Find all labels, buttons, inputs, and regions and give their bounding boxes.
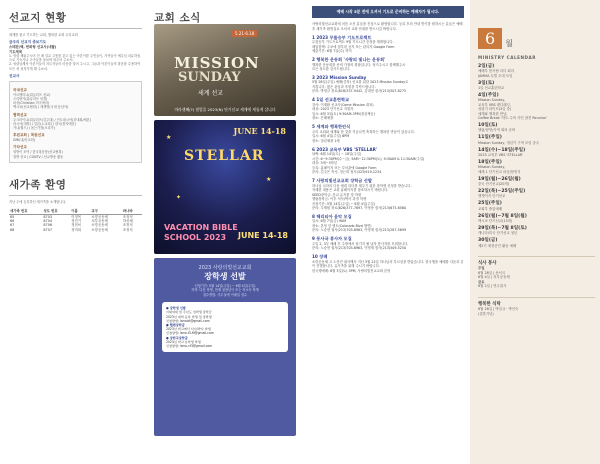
scholarship-line: ● 장학생 선발 [166,306,186,311]
news-item-line: SEED장학금: 본교 유지를 및 학원 [312,192,362,197]
column-header: 이름 [70,208,90,215]
news-item-line: 날짜: 6월 14일(수) ~ 18일(주일) [312,152,362,157]
news-item-line: 시간: 6~9:30PM(수~금), 9AM~12:30PM(토), 9:30AM & 11:30AM(주일) [312,156,425,161]
scholarship-poster [154,258,296,436]
table-cell: 하선혜 [122,219,133,224]
news-item-title: 9 동사국 봉사자 모집 [312,236,352,242]
calendar-event: 예배부 봉사팀 리더 회의 [478,69,514,74]
calendar-event: 제2기 재정증인 활동 예배 [478,243,517,248]
news-item-line: 모든 성도를 감사드립니다. [312,67,351,71]
happy-table-line: 6월 28일 | 박일규 · 박인숙 [478,306,519,311]
scholarship-line: 신청방법: lsmc.cf3@gmail.com [166,344,213,349]
calendar-event: Mission Sunday, [478,98,506,103]
calendar-day: 11일(주일) [478,135,502,141]
mission-sunday-poster [154,24,296,116]
news-item-line: 지킵니다. 많은 관심과 후원을 부탁드립니다. [312,84,376,89]
mission-group-line: 열방이 모여 / 한국복음통(선교협회) [13,150,63,155]
calendar-list [478,64,595,248]
poster-date: 5.21-6.18 [232,30,257,37]
news-item-line: 문의: 김주은 목사, 정근화 집사(323)919-1234 [312,170,382,175]
poster-subtitle: 세계 선교 [198,90,224,97]
table-cell: 68 [10,227,15,232]
service-line: 6월 4일 | 서부공동체 [478,275,510,280]
mission-group-line: 멕시코(선교협회) / 새생명(국내 동남아) [13,105,69,110]
scholarship-line: 2023년 학교에서 석사/박사 학생 [166,327,211,332]
news-item-line: 우리 교회와 세계와 한 것을 거듭나면 축복하는 행복한 만남이 있습니다. [312,129,415,134]
service-label: 금요 [478,279,485,284]
calendar-title: MINISTRY CALENDAR [478,55,536,60]
mission-group-line: 러시아(대학) / 일본(노교회) / 한국(봄자예문) [13,121,76,126]
news-item-title: 6 2023 교육부 VBS 'STELLAR' [312,146,378,152]
news-item-line: 하나님 나라의 다음 세대 리더를 세우기 위한 장학생 신청을 받습니다. [312,183,412,188]
scholarship-line: ● 장한국장학금 [166,335,188,340]
scholarship-org: 2023 사랑의빛선교교회 [198,265,252,271]
vbs-line-2: SCHOOL 2023 [164,233,227,242]
news-item-line: 문의: 박영규 장로(818)337-9442, 김대현 집사(213)507-8275 [312,89,407,94]
news-item-line: 무릎승부 기도프로젝트 9월 기도시간 증정을 계획합니다. [312,40,394,45]
vbs-date-bottom: JUNE 14-18 [237,231,288,240]
calendar-event: 엘림/봉헌/사역 회의 준비 [478,128,516,133]
calendar-event: Mission Sunday, 정년기 구역 모임 중주 [478,140,540,145]
table-cell: 65 [10,215,15,220]
church-news-body [302,0,470,464]
poster-caption: 마라셋째(?) 협업을 2023(N) 단기선교 세계에 새롭게 삽니다 [174,107,276,112]
church-news-images [148,0,302,464]
scholarship-title: 장학생 선발 [204,272,246,281]
calendar-event: JAMMA 특별 초대 모임 [478,73,513,78]
scholarship-line: 2023년 대학 등록 학생 및 장학생 [166,314,212,319]
table-cell: 서부공동체 [91,219,108,224]
calendar-event: 엔게이지 단기선교 [478,194,506,199]
prayer-item: 1. 성령 채워주시어 전 매 설교 고통를 갖고 있는 아론이를 주민들이, 가족들이 예수님 치유하심으로 기숙사나 고아들을 돌보며 따주어 주소서. [9,54,141,63]
calendar-day: 10일(토) [478,122,498,128]
new-family-title: 새가족 환영 [9,178,67,191]
table-cell: 8703 [43,215,53,220]
news-list [312,35,464,274]
month-header [478,28,595,49]
calendar-event: 세례 1 단기선교 파송/봉헌식 [478,169,521,174]
mission-group-line: 아르헨티나(위클리프 선교) [13,92,51,97]
news-item-line: 엘림장학금: 이후 석사/박사 과정 학생 [312,197,367,202]
mission-group-header: 국내선교 [13,87,27,92]
missionary-list [9,81,142,163]
news-item-line: 소망공동체 고 노종진 권사께서 지난 5월 22일 하나님의 부르심을 받았습니다. 한국행을 예배를 다음과 같이 진행합니다. 유가족을 위해 주시기 바랍니다. [312,259,464,269]
church-news-title: 교회 소식 [154,12,201,24]
scholarship-line: 신청방법: lsmcbt@gmail.com [166,318,210,323]
calendar-day: 18일(주일) [478,159,502,165]
news-item-title: 3 2023 Mission Sunday [312,75,367,80]
star-icon: ★ [166,134,172,141]
calendar-day: 30일(금) [478,238,498,244]
month-number: 6 [478,28,502,49]
service-label: 주일 [478,266,485,270]
missions-intro: 세계를 품고 기도하는 교회, 행복한 교회 우리교회 [9,33,78,37]
news-item-line: 등록: 홈페이지 또는 부서관에 Google Form [312,165,377,170]
mission-group-line: 피싱(Christian 미국에서) [13,101,50,106]
missions-column [0,0,148,464]
calendar-event: 1일 선교훈련학교 [478,86,505,91]
calendar-event: 멕시코 단기선교(13개) [478,218,513,223]
divider [9,195,142,196]
table-cell: 소망공동체 [91,227,108,232]
table-cell: 조정석 [122,223,133,228]
news-item-line: 대상: 3세~5학년 [312,161,338,166]
table-cell: 8707 [43,227,53,232]
news-item-title: 5 세계와 행복한안식 [312,124,351,130]
news-item-line: 신청기간: 5월 14일(주일) ~ 6월 4일(주일) [312,201,375,206]
service-line: 6월 2일 | 연수집사 [478,284,507,289]
table-cell: 정현씨 [71,223,82,228]
news-item-line: 행복한 운동회를 준비 가정의 화합입니다. 성가주시고 함께해주시 [312,62,406,67]
meal-service-title: 식사 봉사 [478,256,595,266]
news-item-line: 일시: 6월 3일(토) 9:30AM-3PM(점심제공) [312,111,375,116]
calendar-day: 3일(토) [478,80,495,86]
mission-group-header: 후원교회 | 목원선교 [13,133,45,138]
happy-table-title: 행복한 식탁 [478,297,595,307]
table-cell: 정진기 [71,219,82,224]
calendar-event: Coffee Break '하트 수어 사인 참견 Reunion' [478,116,548,121]
scholarship-line: ● 헬렌장학금 [166,323,185,328]
news-item-line: 매일함께: 주보에 첨부된 공지 또는 관리자 Google Form [312,44,395,49]
table-cell: 소망공동체 [91,215,108,220]
scholarship-detail: 접수방법: 사무실에 이메일 접수 [202,292,248,297]
table-cell: 소망공동체 [91,223,108,228]
divider [9,28,142,29]
vbs-stellar-poster [154,120,296,254]
calendar-day: 2일(금) [478,64,495,69]
table-cell: 8706 [43,223,53,228]
mission-group-header: 협력선교 [13,112,27,117]
news-item-title: 8 헤리티아 음악 모집 [312,214,352,220]
news-item-line: 장소: 열린채플 1세 [312,138,340,143]
calendar-event: 교회부 졸업예배 [478,206,503,211]
service-line: 6월 28일 | 동서국 [478,270,506,275]
mission-group-line: 우크라이나(위클리프/김주대) / 인도네시아(강대희/세론) [13,117,91,122]
calendar-day: 19일(월)~26일(월) [478,176,521,182]
news-intro: 사랑의빛선교교회에 처음 오신 분들을 진심으로 환영합니다. 등록 후의 안내 받기를 원하시는 분들은 예배 후 새가족 환영실로 오셔서 교회 안내를 받으시길 바랍니다. [312,22,463,31]
calendar-day: 26일(월)~7월 8일(월) [478,213,527,219]
worship-banner: 예배 시작 5분 전에 오셔서 기도로 준비하는 예배자가 됩시다. [312,6,464,18]
calendar-event: 중국 단기선교(20개) [478,182,509,187]
mission-group-line: GMI(내/신교회) [13,138,36,143]
scholarship-detail: 자격: 다음 학생, 현재 청장년이 또는 저소득 학생 [191,288,259,293]
prayer-focus-header: 금주의 선교지 중보기도 [9,40,47,45]
news-item-line: 장소: 본당 앞 엔트(Colorado Blvd 방면) [312,223,372,228]
happy-table-line: (결혼기념) [478,311,494,316]
poster-headline-2: SUNDAY [178,70,241,85]
news-item-line: 한국행예배: 6월 3일(토) 3PM, 사랑의빛선교교회 본당 [312,268,391,273]
calendar-day: 22일(목)~25일(주일) [478,188,526,194]
news-item-line: 주일 2, 3부 예배 후 주방에서 섬기지 될 남자 봉사자를 모집합니다. [312,241,409,246]
mission-group-line: 스리랑카(위클리프 성경) [13,97,48,102]
news-item-line: 자세한 내용은 교회 홈페이지를 참조하시기 바랍니다. [312,188,389,193]
missionary-name: 스테판/백, 현화형 선교사(네팔) [9,45,57,50]
table-cell: 조정석 [122,227,133,232]
table-cell: 이정목 [71,215,82,220]
calendar-day: 25일(주일) [478,201,502,207]
news-item-line: 대상: 2023 단기선교 지원자 [312,107,354,112]
news-item-line: 일시: 6월 7일(금) 9AM [312,219,347,224]
scholarship-line: 신청방법: lsmc.ELM@gmail.com [166,331,214,336]
news-item-line: 제출기간: 6월 7일(수) 까지 [312,49,352,54]
news-item-line: 문의: 우제원 장로(626)377-7697, 이영준 집사(213)675-8560 [312,206,407,211]
calendar-day: 29일(목)~7월 8일(토) [478,225,527,231]
month-word: 월 [505,39,513,48]
vbs-date-top: JUNE 14-18 [233,126,286,136]
news-item-line: 일시: 6월 4일(주일) 6PM [312,134,350,139]
mission-group-line: 가나(월드) / 돕는가정(오리가) [13,126,55,131]
mission-group-header: 기타선교 [13,145,27,150]
missionaries-label: 선교사 [9,73,20,78]
ministry-calendar-column [470,0,600,464]
table-cell: 정미희 [71,227,82,232]
column-header: 바나바 [122,208,142,215]
star-icon: ★ [266,176,272,183]
news-item-title: 1 2023 무릎승부 기도프로젝트 [312,34,372,40]
calendar-day: 4일(주일) [478,93,499,99]
calendar-event: 세계와 행복한 만남, [478,111,508,116]
column-header: 교구 [90,208,121,215]
news-item-line: 문의: 노숭현 권사(213)703-6963, 이영재 집사(213)509-5250 [312,246,407,251]
new-family-intro: 지난 주에 등록하신 새가족을 소개합니다. [9,199,67,204]
calendar-event: 2023 교육부 VBS 'STELLAR' [478,153,524,157]
column-header: 새가족 번호 [9,208,42,215]
scholarship-detail: 신청기간: 5월 14일(주일) ~ 6월 4일(주일) [194,284,256,288]
prayer-label: 기도제목 [9,49,23,54]
news-item-line: 문의: 노숭현 권사(213)703-6963, 이영재 집사(213)287-5699 [312,228,407,233]
star-icon: ✦ [176,194,182,201]
table-cell: 66 [10,219,15,224]
news-item-title: 7 사랑의빛선교교회 장학금 선발 [312,178,372,184]
poster-headline: MISSION [174,54,260,72]
calendar-event: 캐나다/미국 단기선교 청년 [478,231,518,236]
news-item-title: 10 장례 [312,254,328,260]
news-item-title: 2 행복한 운동회 '사랑의 빛나는 운동회' [312,57,386,63]
mission-group-line: 열방 선교 | CGNTV / 선교방송 활동 [13,154,64,159]
new-family-table [9,208,142,232]
vbs-title: STELLAR [184,148,265,164]
news-item-line: 장소: 은혜채플 [312,116,334,121]
missions-title: 선교지 현황 [9,12,67,24]
calendar-event: 교육부 VBS 랜디래잉, [478,102,511,107]
news-item-title: 4 1일 선교훈련학교 [312,97,350,103]
column-header: 성도 번호 [42,208,70,215]
prayer-item: 2. 성령님께서 아론이들의 지도자들의 마음을 열어 주시고, 그들과 아론이들의 복음을 수용하여 모든 성 성지가게 해 주소서. [9,62,141,71]
scholarship-line: 이화여대 및 주년도 입학생 장학금 [166,310,212,315]
vbs-line-1: VACATION BIBLE [164,223,238,232]
calendar-event: Mission Sunday, [478,165,506,170]
table-cell: 조정석 [122,215,133,220]
scholarship-card [162,302,288,352]
calendar-event: 성령기 라이브(3일 중) [478,107,512,112]
table-cell: 8704 [43,219,53,224]
table-row [9,228,142,232]
news-item-line: 5월 28일(주일) 예배(중하) 선교를 위한 2023 Mission Sunday로 [312,80,409,85]
news-item-line: 강사: 이재환 선교사(Come Mission 대표) [312,102,374,107]
table-cell: 67 [10,223,15,228]
scholarship-line: 2023년 학교 유학생 학생 [166,339,201,344]
calendar-day: 14일(수)~18일(주일) [478,147,526,153]
